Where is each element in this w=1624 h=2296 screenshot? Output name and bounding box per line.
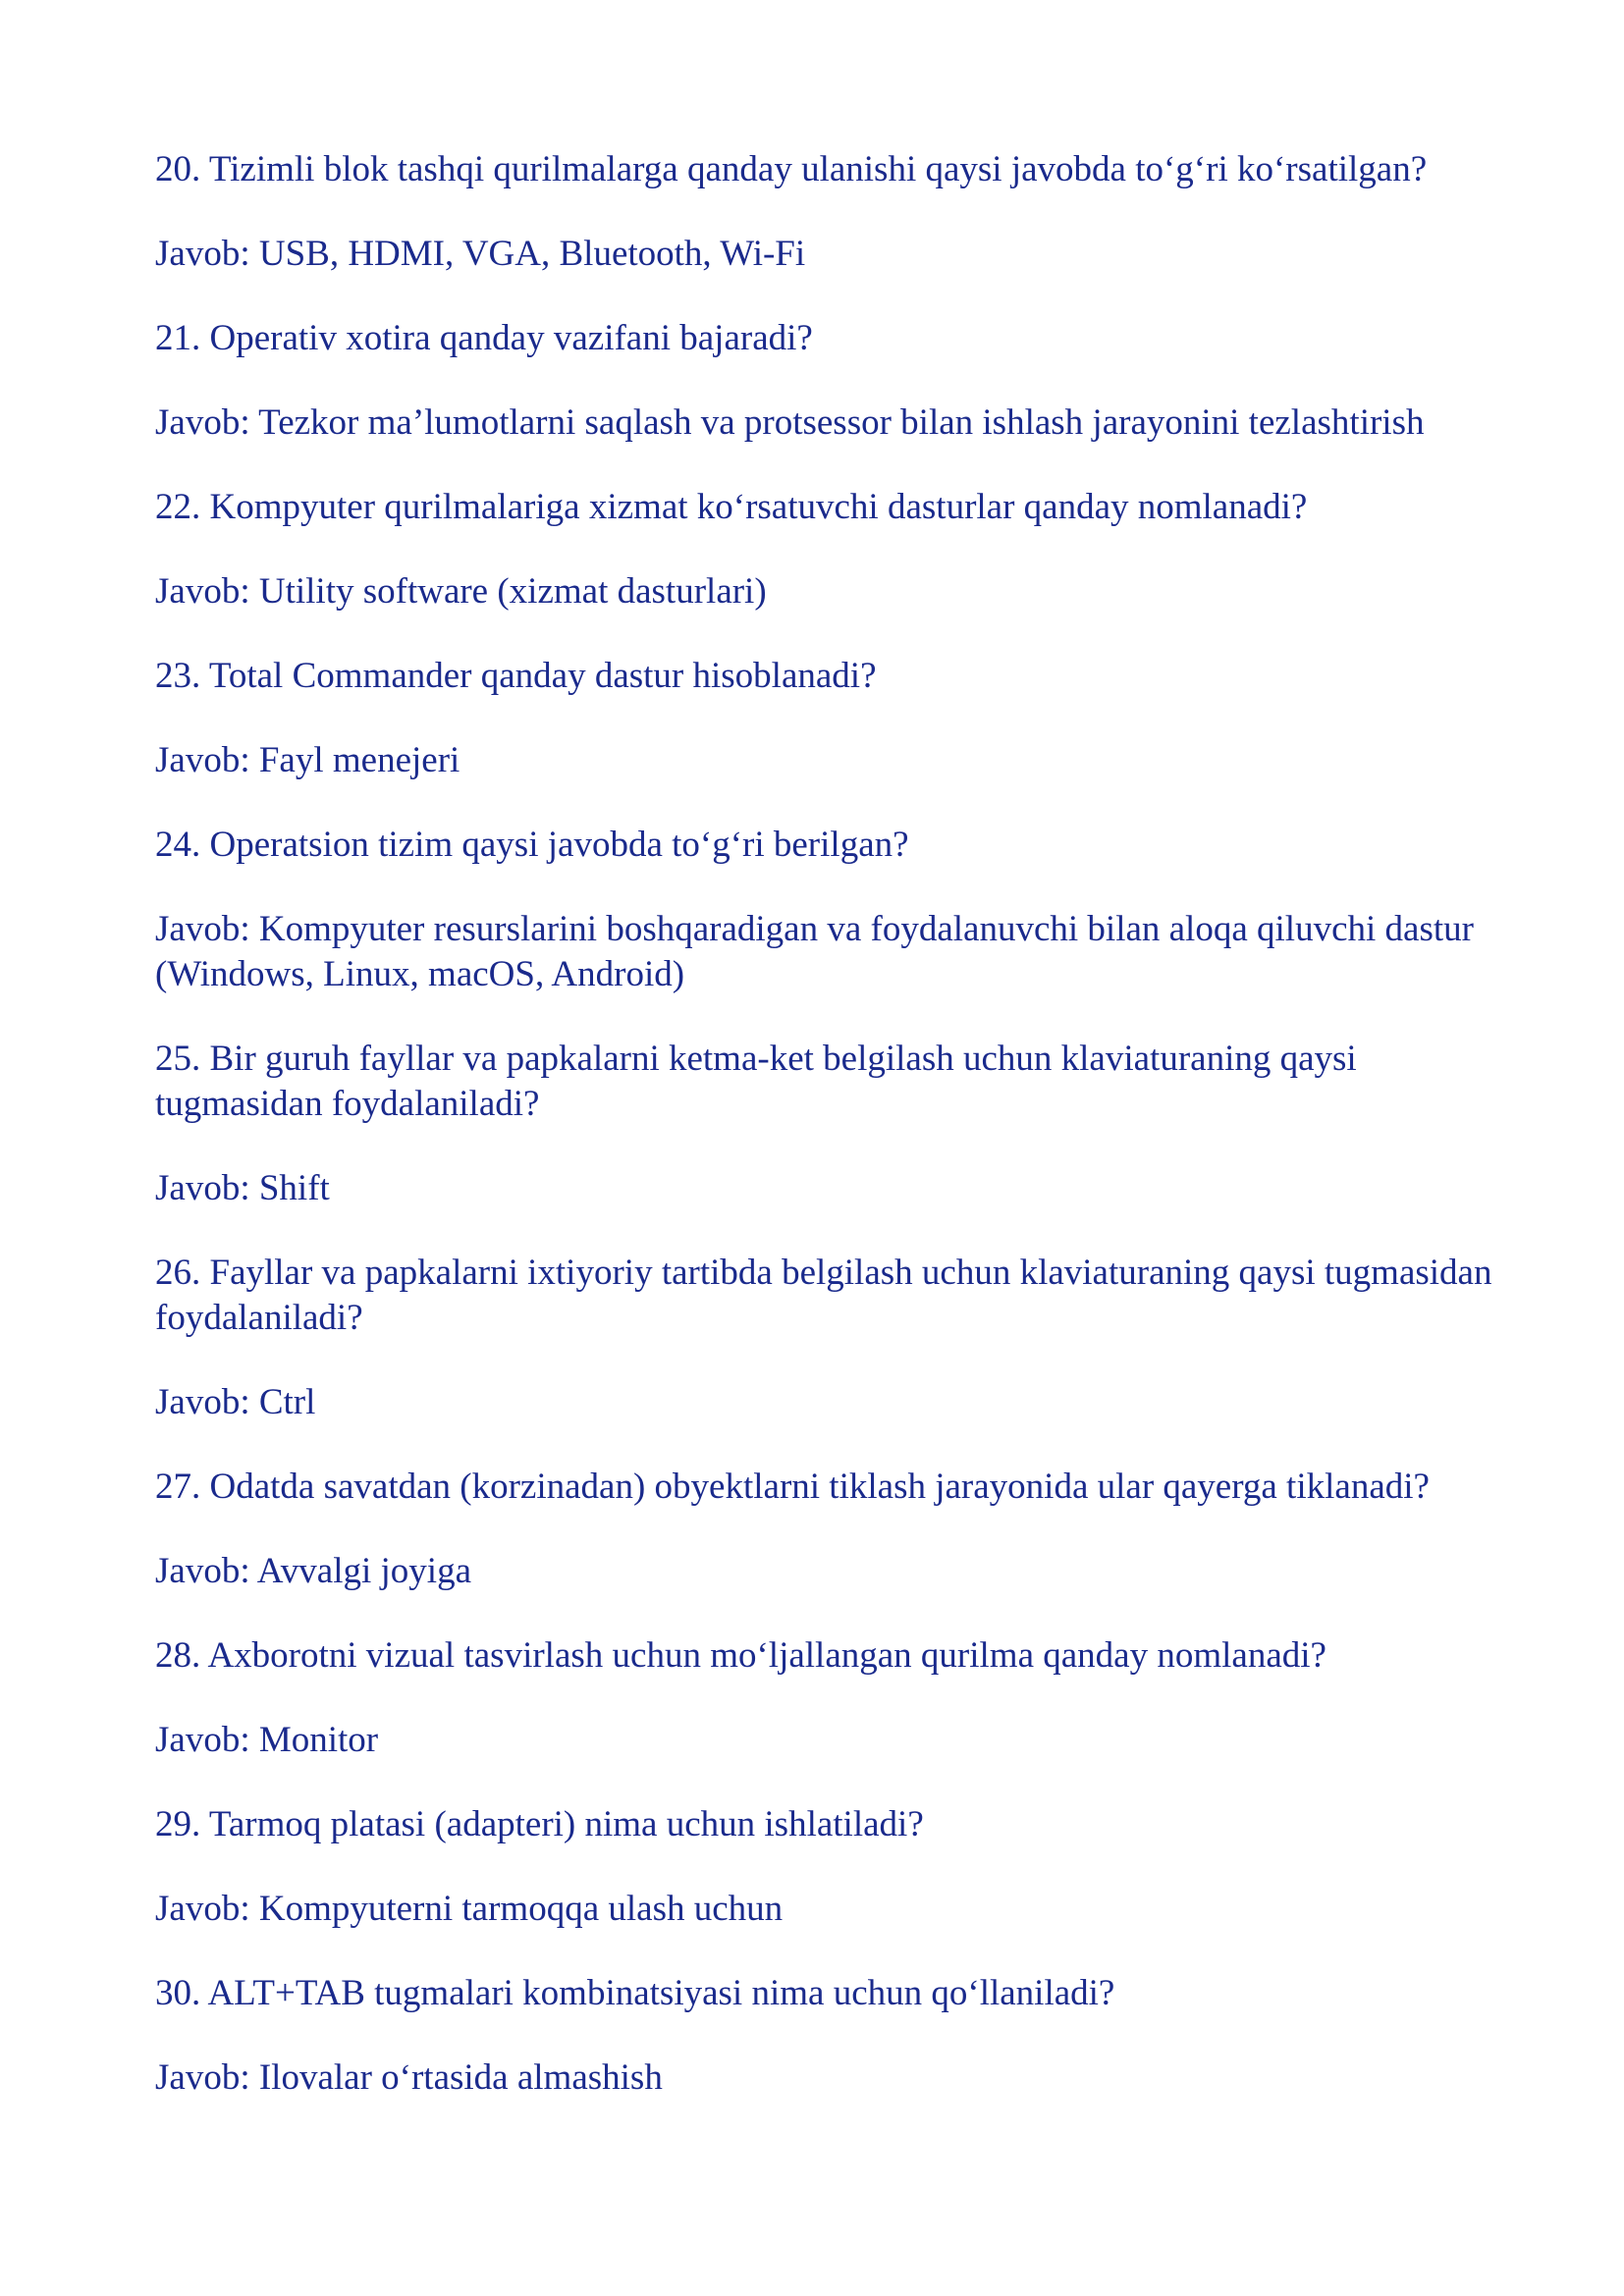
qa-item-22 <box>155 485 1530 614</box>
question-text: 29. Tarmoq platasi (adapteri) nima uchun ishlatiladi? <box>155 1804 924 1844</box>
qa-item-23 <box>155 654 1530 783</box>
qa-list <box>155 147 1530 2101</box>
answer-text: Javob: Monitor <box>155 1720 379 1760</box>
answer-text: Javob: Ctrl <box>155 1382 316 1422</box>
qa-item-28 <box>155 1633 1530 1763</box>
question-text: 27. Odatda savatdan (korzinadan) obyektlarni tiklash jarayonida ular qayerga tiklanadi? <box>155 1467 1430 1507</box>
answer-text: Javob: Fayl menejeri <box>155 740 460 780</box>
question-text: 30. ALT+TAB tugmalari kombinatsiyasi nima uchun qo‘llaniladi? <box>155 1973 1115 2013</box>
answer-text: Javob: USB, HDMI, VGA, Bluetooth, Wi-Fi <box>155 234 806 274</box>
question-text: 21. Operativ xotira qanday vazifani bajaradi? <box>155 318 813 358</box>
qa-item-26 <box>155 1251 1530 1425</box>
question-text: 22. Kompyuter qurilmalariga xizmat ko‘rsatuvchi dasturlar qanday nomlanadi? <box>155 487 1308 527</box>
question-text: 25. Bir guruh fayllar va papkalarni ketma-ket belgilash uchun klaviaturaning qaysi tugmasidan foydalaniladi? <box>155 1039 1357 1124</box>
qa-item-24 <box>155 823 1530 997</box>
answer-text: Javob: Shift <box>155 1168 330 1208</box>
qa-item-21 <box>155 316 1530 446</box>
question-text: 24. Operatsion tizim qaysi javobda to‘g‘ri berilgan? <box>155 825 909 865</box>
qa-item-29 <box>155 1802 1530 1932</box>
qa-item-20 <box>155 147 1530 277</box>
answer-text: Javob: Kompyuter resurslarini boshqaradigan va foydalanuvchi bilan aloqa qiluvchi dastur (Windows, Linux, macOS, Android) <box>155 909 1474 994</box>
answer-text: Javob: Ilovalar o‘rtasida almashish <box>155 2057 663 2098</box>
question-text: 20. Tizimli blok tashqi qurilmalarga qanday ulanishi qaysi javobda to‘g‘ri ko‘rsatilgan? <box>155 149 1428 189</box>
qa-item-30 <box>155 1971 1530 2101</box>
question-text: 28. Axborotni vizual tasvirlash uchun mo‘ljallangan qurilma qanday nomlanadi? <box>155 1635 1326 1676</box>
answer-text: Javob: Kompyuterni tarmoqqa ulash uchun <box>155 1889 784 1929</box>
answer-text: Javob: Avvalgi joyiga <box>155 1551 471 1591</box>
answer-text: Javob: Utility software (xizmat dasturlari) <box>155 571 767 612</box>
qa-item-25 <box>155 1037 1530 1211</box>
question-text: 26. Fayllar va papkalarni ixtiyoriy tartibda belgilash uchun klaviaturaning qaysi tugmasidan foydalaniladi? <box>155 1253 1492 1338</box>
answer-text: Javob: Tezkor ma’lumotlarni saqlash va protsessor bilan ishlash jarayonini tezlashtirish <box>155 402 1425 443</box>
qa-item-27 <box>155 1465 1530 1594</box>
question-text: 23. Total Commander qanday dastur hisoblanadi? <box>155 656 877 696</box>
